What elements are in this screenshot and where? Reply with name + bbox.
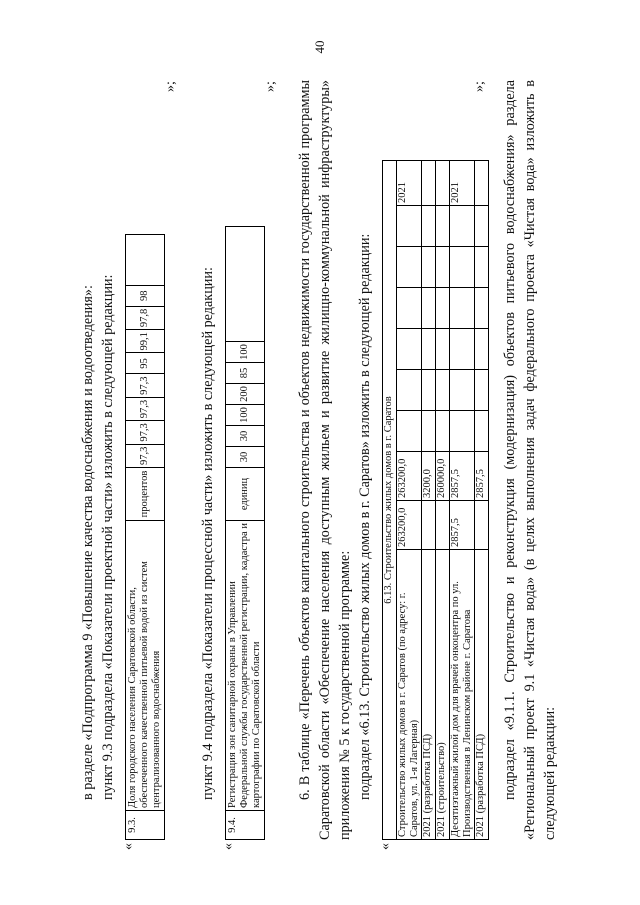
empty-cell bbox=[475, 329, 489, 370]
paragraph-block-9-4 bbox=[198, 80, 218, 840]
empty-cell bbox=[475, 411, 489, 452]
indicator-unit: единиц bbox=[226, 468, 265, 521]
paragraph-item-9-4: пункт 9.4 подраздела «Показатели процессной части» изложить в следующей редакции: bbox=[200, 267, 216, 800]
empty-cell bbox=[422, 411, 436, 452]
indicator-name: Регистрация зон санитарной охраны в Управлении Федеральной службы государственной регистрации, кадастра и картографии по Саратовской области bbox=[226, 521, 265, 811]
indicator-value: 100 bbox=[226, 405, 265, 426]
paragraph-item-9-3: пункт 9.3 подраздела «Показатели проектной части» изложить в следующей редакции: bbox=[100, 274, 116, 800]
indicator-unit: процентов bbox=[126, 468, 165, 521]
open-quote: « bbox=[378, 843, 393, 850]
empty-cell bbox=[397, 329, 422, 370]
empty-cell bbox=[126, 234, 165, 285]
object-year: 2021 bbox=[450, 161, 475, 206]
table-9-3-block bbox=[121, 81, 178, 850]
indicator-value: 95 bbox=[126, 353, 165, 374]
object-name: 2021 (разработка ПСД) bbox=[475, 550, 489, 840]
object-name: 2021 (разработка ПСД) bbox=[422, 550, 436, 840]
paragraph-block-9-1-1 bbox=[500, 80, 560, 840]
close-quote: »; bbox=[263, 81, 278, 92]
indicator-value: 85 bbox=[226, 363, 265, 384]
object-name: Десятиэтажный жилой дом для врачей онкоцентра по ул. Производственная в Ленинском районе г. Саратова bbox=[450, 550, 475, 840]
rotated-page-content bbox=[70, 60, 590, 850]
table-row bbox=[450, 161, 475, 840]
object-year: 2021 bbox=[397, 161, 422, 206]
table-9-3 bbox=[125, 234, 165, 840]
empty-cell bbox=[422, 370, 436, 411]
object-value: 2857,5 bbox=[450, 452, 475, 501]
object-year bbox=[422, 161, 436, 206]
table-6-13-block bbox=[378, 81, 489, 850]
paragraph-subprogram-9: в разделе «Подпрограмма 9 «Повышение качества водоснабжения и водоотведения»: bbox=[80, 285, 96, 800]
indicator-name: Доля городского населения Саратовской области, обеспеченного качественной питьевой водой из систем централизованного водоснабжения bbox=[126, 521, 165, 811]
object-value: 3200,0 bbox=[422, 452, 436, 501]
close-quote: »; bbox=[472, 81, 487, 92]
object-value: 260000,0 bbox=[436, 452, 450, 501]
empty-cell bbox=[450, 411, 475, 452]
empty-cell bbox=[397, 411, 422, 452]
indicator-value: 97,3 bbox=[126, 444, 165, 467]
table-9-4 bbox=[225, 226, 265, 840]
object-name: Строительство жилых домов в г. Саратов (по адресу: г. Саратов, ул. 1-я Лагерная) bbox=[397, 550, 422, 840]
table-6-13 bbox=[382, 160, 489, 840]
indicator-value: 97,3 bbox=[126, 421, 165, 444]
empty-cell bbox=[436, 329, 450, 370]
table-row bbox=[126, 234, 165, 839]
section-heading: 6.13. Строительство жилых домов в г. Саратов bbox=[383, 161, 397, 840]
object-year bbox=[436, 161, 450, 206]
table-row bbox=[383, 161, 397, 840]
empty-cell bbox=[397, 288, 422, 329]
paragraph-block-6 bbox=[295, 80, 375, 840]
object-value: 2857,5 bbox=[450, 501, 475, 550]
table-row bbox=[475, 161, 489, 840]
object-year bbox=[475, 161, 489, 206]
paragraph-section-6-13: подраздел «6.13. Строительство жилых домов в г. Саратов» изложить в следующей редакции: bbox=[357, 233, 373, 800]
indicator-value: 200 bbox=[226, 384, 265, 405]
object-value bbox=[422, 501, 436, 550]
object-value bbox=[475, 501, 489, 550]
empty-cell bbox=[450, 247, 475, 288]
table-9-4-block bbox=[221, 81, 278, 850]
object-value: 263200,0 bbox=[397, 452, 422, 501]
indicator-value: 99,1 bbox=[126, 330, 165, 353]
object-name: 2021 (строительство) bbox=[436, 550, 450, 840]
table-row bbox=[422, 161, 436, 840]
indicator-number: 9.3. bbox=[126, 811, 165, 840]
paragraph-section-9-1-1: подраздел «9.1.1. Строительство и реконструкция (модернизация) объектов питьевого водоснабжения» раздела «Региональный проект 9.1 «Чистая вода» (в целях выполнения задач федерального проекта «Чистая вода» изложить в следующей редакции: bbox=[502, 80, 558, 840]
indicator-value: 98 bbox=[126, 285, 165, 306]
empty-cell bbox=[450, 329, 475, 370]
empty-cell bbox=[422, 206, 436, 247]
empty-cell bbox=[475, 247, 489, 288]
page-number: 40 bbox=[312, 40, 327, 54]
table-row bbox=[436, 161, 450, 840]
empty-cell bbox=[436, 370, 450, 411]
indicator-value: 30 bbox=[226, 426, 265, 447]
empty-cell bbox=[475, 288, 489, 329]
table-row bbox=[397, 161, 422, 840]
empty-cell bbox=[226, 227, 265, 342]
object-value: 2857,5 bbox=[475, 452, 489, 501]
indicator-value: 100 bbox=[226, 342, 265, 363]
empty-cell bbox=[450, 288, 475, 329]
empty-cell bbox=[422, 247, 436, 288]
object-value: 263200,0 bbox=[397, 501, 422, 550]
empty-cell bbox=[475, 370, 489, 411]
empty-cell bbox=[436, 247, 450, 288]
empty-cell bbox=[436, 288, 450, 329]
open-quote: « bbox=[221, 843, 236, 850]
empty-cell bbox=[436, 411, 450, 452]
paragraph-item-6: 6. В таблице «Перечень объектов капитального строительства и объектов недвижимости государственной программы Саратовской области «Обеспечение населения доступным жильем и развитие жилищно-коммунальной инфраструктуры» приложения № 5 к государственной программе: bbox=[297, 80, 353, 840]
indicator-value: 97,3 bbox=[126, 397, 165, 420]
table-row bbox=[226, 227, 265, 840]
empty-cell bbox=[436, 206, 450, 247]
empty-cell bbox=[397, 206, 422, 247]
indicator-number: 9.4. bbox=[226, 811, 265, 840]
indicator-value: 30 bbox=[226, 447, 265, 468]
empty-cell bbox=[422, 329, 436, 370]
empty-cell bbox=[450, 370, 475, 411]
close-quote: »; bbox=[163, 81, 178, 92]
object-value bbox=[436, 501, 450, 550]
indicator-value: 97,8 bbox=[126, 306, 165, 329]
empty-cell bbox=[475, 206, 489, 247]
intro-paragraphs bbox=[78, 80, 118, 840]
empty-cell bbox=[397, 247, 422, 288]
indicator-value: 97,3 bbox=[126, 374, 165, 397]
empty-cell bbox=[422, 288, 436, 329]
open-quote: « bbox=[121, 843, 136, 850]
empty-cell bbox=[397, 370, 422, 411]
empty-cell bbox=[450, 206, 475, 247]
